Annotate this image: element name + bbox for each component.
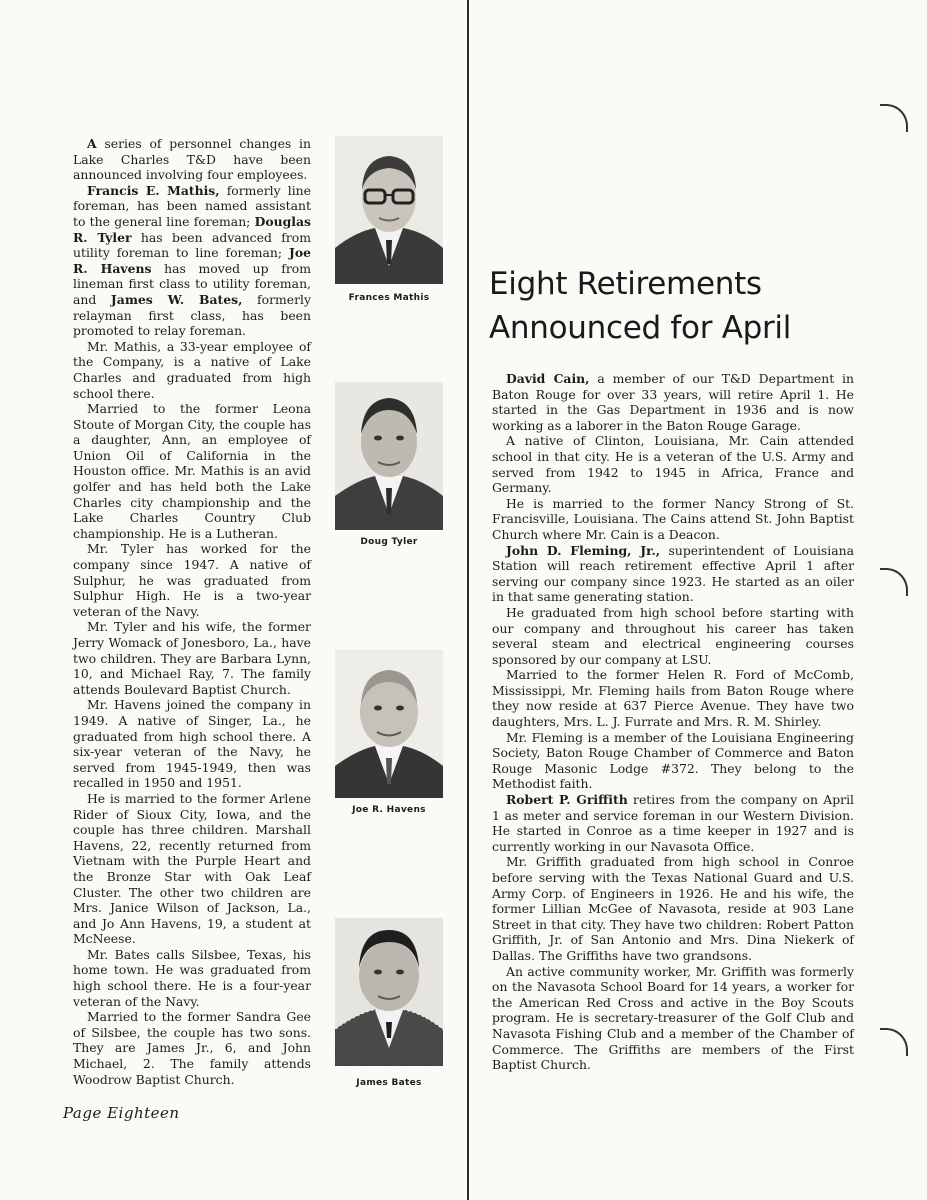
left-article xyxy=(73,136,311,1087)
left-paragraph: Mr. Tyler has worked for the company since 1947. A native of Sulphur, he was graduated from Sulphur High. He is a two-year veteran of the Navy. xyxy=(73,541,311,619)
caption-tyler: Doug Tyler xyxy=(360,537,418,547)
left-paragraph: Married to the former Leona Stoute of Morgan City, the couple has a daughter, Ann, an employee of Union Oil of California in the Houston office. Mr. Mathis is an avid golfer and has held both the Lake Charles city championship and the Lake Charles Country Club championship. He is a Lutheran. xyxy=(73,401,311,541)
left-paragraph: Mr. Bates calls Silsbee, Texas, his home town. He was graduated from high school there. He is a four-year veteran of the Navy. xyxy=(73,946,311,1009)
headline-line1: Eight Retirements xyxy=(489,266,762,302)
caption-bates: James Bates xyxy=(356,1078,422,1088)
portrait-photo-mathis xyxy=(335,136,443,284)
name-havens: Joe R. Havens xyxy=(73,245,311,276)
paragraph-text: superintendent of Louisiana Station will reach retirement effective April 1 after serving our company since 1923. He started as an oiler in that same generating station. xyxy=(492,542,854,605)
portrait-photo-havens xyxy=(335,650,443,798)
left-paragraph: Mr. Havens joined the company in 1949. A native of Singer, La., he graduated from high school there. A six-year veteran of the Navy, he served from 1945-1949, then was recalled in 1950 and 1951. xyxy=(73,697,311,791)
right-paragraph: Mr. Griffith graduated from high school in Conroe before serving with the Texas National Guard and U.S. Army Corp. of Engineers in 1926. He and his wife, the former Lillian McGee of Navasota, reside at 903 Lane Street in that city. They have two children: Robert Patton Griffith, Jr. of San Antonio and Mrs. Dina Niekerk of Dallas. The Griffiths have two grandsons. xyxy=(492,854,854,963)
name-tyler: Douglas R. Tyler xyxy=(73,213,311,245)
right-paragraph: He graduated from high school before starting with our company and throughout his career has taken several steam and electrical engineering courses sponsored by our company at LSU. xyxy=(492,604,854,667)
right-paragraph: Married to the former Helen R. Ford of McComb, Mississippi, Mr. Fleming hails from Baton Rouge where they now reside at 637 Pierce Avenue. They have two daughters, Mrs. L. J. Furrate and Mrs. R. M. Shirley. xyxy=(492,667,854,730)
portrait-bates-icon xyxy=(335,918,443,1066)
column-divider xyxy=(467,0,469,1200)
portrait-tyler-icon xyxy=(335,382,443,530)
punch-hole-mark xyxy=(880,568,908,596)
right-paragraph xyxy=(492,792,854,854)
intro-text: formerly relayman first class, has been promoted to relay foreman. xyxy=(73,291,311,339)
name-cain: David Cain, xyxy=(506,371,590,386)
left-paragraph: Mr. Tyler and his wife, the former Jerry Womack of Jonesboro, La., have two children. They are Barbara Lynn, 10, and Michael Ray, 7. The family attends Boulevard Baptist Church. xyxy=(73,619,311,697)
portrait-photo-tyler xyxy=(335,382,443,530)
right-paragraph: An active community worker, Mr. Griffith was formerly on the Navasota School Board for 14 years, a worker for the American Red Cross and active in the Boy Scouts program. He is secretary-treasurer of the Golf Club and Navasota Fishing Club and a member of the Chamber of Commerce. The Griffiths are members of the First Baptist Church. xyxy=(492,963,854,1073)
caption-havens: Joe R. Havens xyxy=(352,805,426,815)
portrait-havens-icon xyxy=(335,650,443,798)
intro-text: has been advanced from utility foreman to line foreman; xyxy=(73,229,311,261)
paragraph-text: retires from the company on April 1 as meter and service foreman in our Western Division. He started in Conroe as a time keeper in 1927 and is currently working in our Navasota Office. xyxy=(492,792,854,854)
right-paragraph: Mr. Fleming is a member of the Louisiana Engineering Society, Baton Rouge Chamber of Commerce and Baton Rouge Masonic Lodge #372. They belong to the Methodist faith. xyxy=(492,729,854,792)
portrait-photo-bates xyxy=(335,918,443,1066)
left-paragraph: He is married to the former Arlene Rider of Sioux City, Iowa, and the couple has three children. Marshall Havens, 22, recently returned from Vietnam with the Purple Heart and the Bronze Star with Oak Leaf Cluster. The other two children are Mrs. Janice Wilson of Jackson, La., and Jo Ann Havens, 19, a student at McNeese. xyxy=(73,790,311,947)
right-article xyxy=(492,371,854,1073)
left-paragraph: Married to the former Sandra Gee of Silsbee, the couple has two sons. They are James Jr., 6, and John Michael, 2. The family attends Woodrow Baptist Church. xyxy=(73,1009,311,1087)
headline-line2: Announced for April xyxy=(489,310,792,346)
right-paragraph: He is married to the former Nancy Strong of St. Francisville, Louisiana. The Cains attend St. John Baptist Church where Mr. Cain is a Deacon. xyxy=(492,495,854,542)
name-fleming: John D. Fleming, Jr., xyxy=(506,542,661,558)
page-number: Page Eighteen xyxy=(63,1104,180,1122)
right-paragraph xyxy=(492,371,854,433)
intro-text: series of personnel changes in Lake Charles T&D have been announced involving four employees. xyxy=(73,136,311,183)
name-griffith: Robert P. Griffith xyxy=(506,792,628,808)
article-headline xyxy=(489,262,791,350)
intro-text: formerly line foreman, has been named assistant to the general line foreman; xyxy=(73,182,311,229)
punch-hole-mark xyxy=(880,104,908,132)
left-paragraph: Mr. Mathis, a 33-year employee of the Company, is a native of Lake Charles and graduated from high school there. xyxy=(73,338,311,401)
caption-mathis: Frances Mathis xyxy=(348,293,430,303)
name-bates: James W. Bates, xyxy=(110,291,243,307)
name-mathis: Francis E. Mathis, xyxy=(87,182,220,198)
punch-hole-mark xyxy=(880,1028,908,1056)
intro-lead: A xyxy=(87,136,97,151)
paragraph-text: a member of our T&D Department in Baton Rouge for over 33 years, will retire April 1. He started in the Gas Department in 1936 and is now working as a laborer in the Baton Rouge Garage. xyxy=(492,371,854,433)
left-intro-paragraph xyxy=(73,136,311,339)
portrait-mathis-icon xyxy=(335,136,443,284)
intro-text: has moved up from lineman first class to utility foreman, and xyxy=(73,260,311,307)
right-paragraph: A native of Clinton, Louisiana, Mr. Cain attended school in that city. He is a veteran of the U.S. Army and served from 1942 to 1945 in Africa, France and Germany. xyxy=(492,433,854,496)
right-paragraph xyxy=(492,543,854,605)
